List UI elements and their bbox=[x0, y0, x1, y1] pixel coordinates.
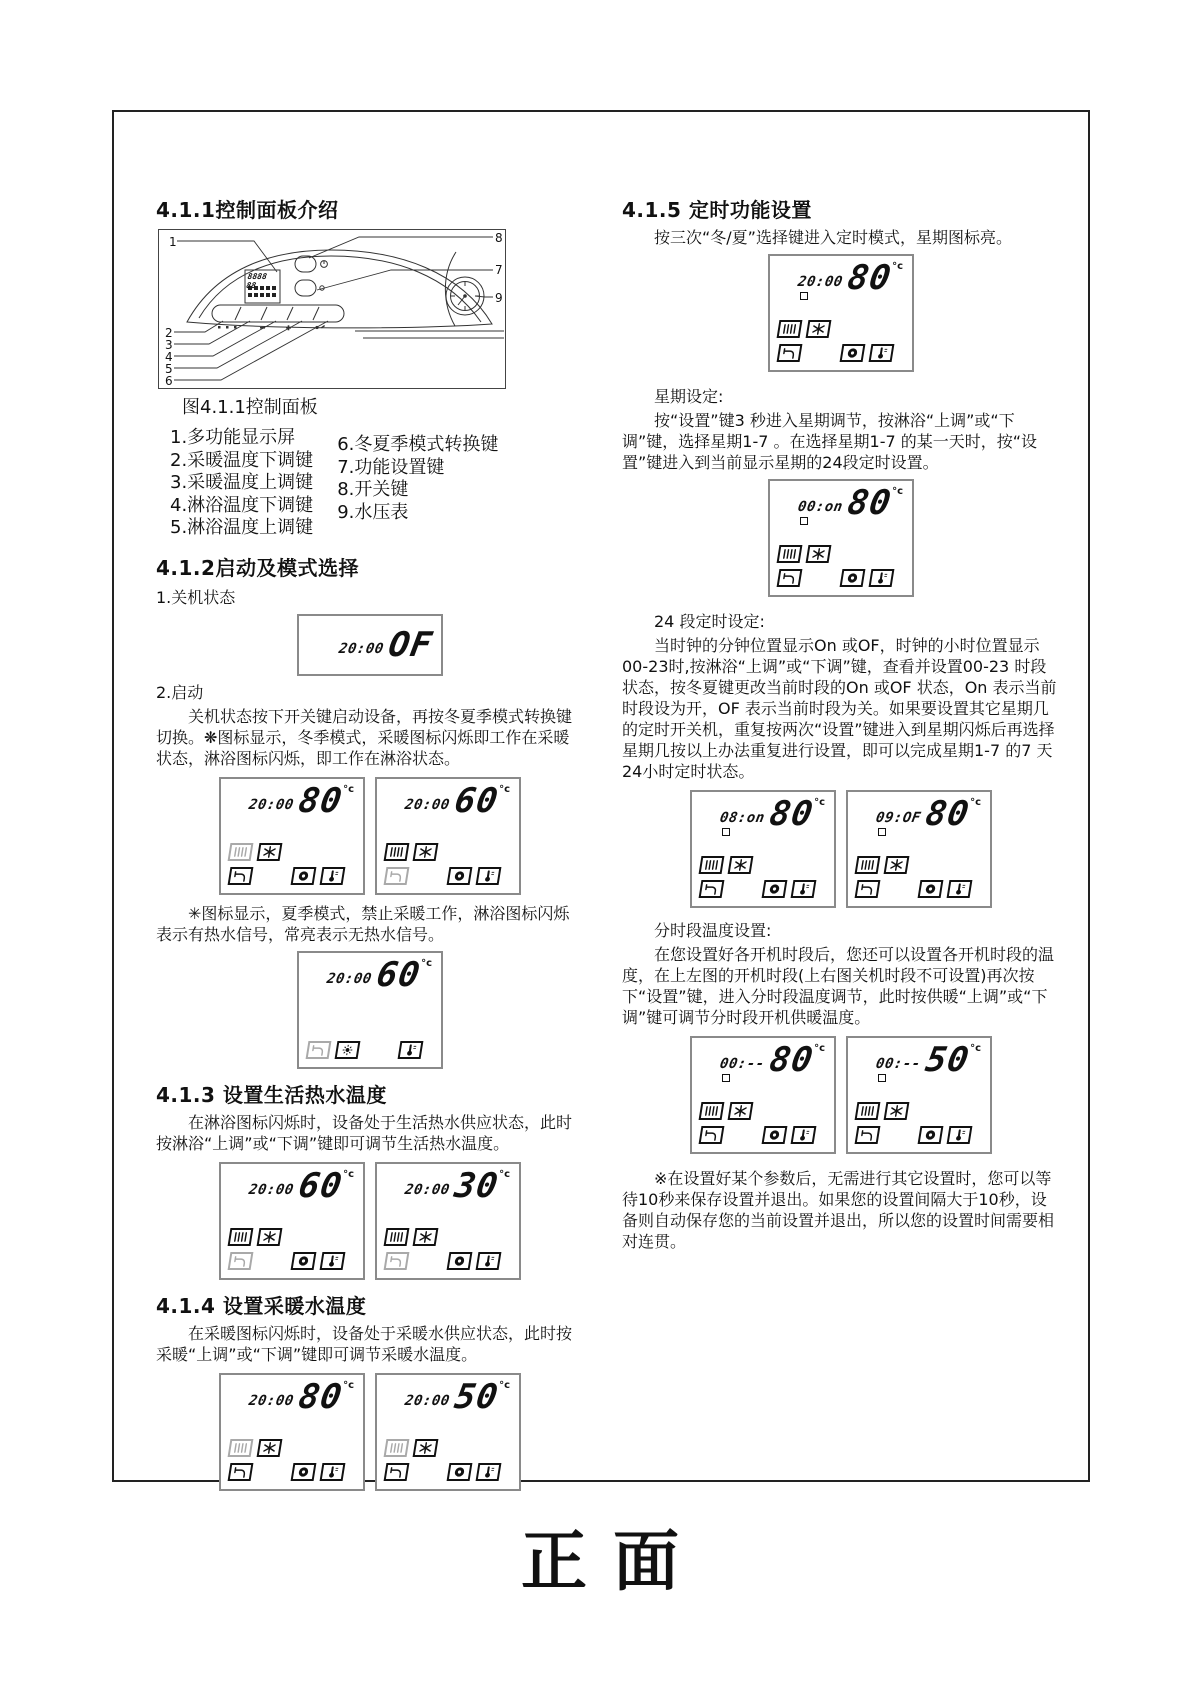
paragraph-dhw: 在淋浴图标闪烁时，设备处于生活热水供应状态，此时按淋浴“上调”或“下调”键即可调节生活热水温度。 bbox=[156, 1112, 573, 1153]
control-panel-diagram bbox=[159, 230, 505, 388]
lcd-unit: °c bbox=[343, 1168, 354, 1180]
tap-icon bbox=[228, 867, 254, 885]
legend-item: 2.采暖温度下调键 bbox=[170, 449, 314, 471]
snowflake-icon bbox=[257, 1439, 283, 1457]
power-button bbox=[295, 256, 327, 272]
snowflake-icon bbox=[884, 1102, 910, 1120]
left-column bbox=[156, 184, 584, 1499]
callout-7: 7 bbox=[495, 263, 503, 277]
function-button bbox=[295, 280, 324, 296]
snowflake-icon bbox=[806, 545, 832, 563]
radiator-icon bbox=[384, 843, 410, 861]
lcd-display bbox=[219, 1373, 365, 1491]
week-indicator-icon bbox=[722, 1074, 730, 1082]
tap-icon bbox=[777, 344, 803, 362]
legend-item: 3.采暖温度上调键 bbox=[170, 472, 314, 493]
panel-inner-curve bbox=[199, 256, 481, 322]
paragraph-period-temp: 在您设置好各开机时段后，您还可以设置各开机时段的温度，在上左图的开机时段(上右图关机时段不可设置)再次按下“设置”键，进入分时段温度调节，此时按供暖“上调”或“下调”键可调节分时段开机供暖温度。 bbox=[622, 945, 1055, 1027]
lcd-display bbox=[768, 479, 914, 597]
panel-legend bbox=[170, 425, 584, 542]
lcd-temperature: 50 bbox=[451, 1376, 502, 1417]
subtitle-24seg: 24 段定时设定: bbox=[654, 612, 765, 631]
tap-icon bbox=[228, 1252, 254, 1270]
burner-icon bbox=[447, 1252, 473, 1270]
lcd-unit: °c bbox=[814, 797, 825, 808]
content-frame bbox=[112, 110, 1090, 1482]
tap-icon bbox=[699, 1126, 725, 1144]
lcd-display bbox=[375, 1373, 521, 1491]
lcd-time: 20:00 bbox=[404, 796, 452, 813]
panel-outline bbox=[187, 250, 492, 328]
radiator-icon bbox=[228, 843, 254, 861]
lcd-display bbox=[690, 1036, 836, 1154]
lcd-display bbox=[375, 1162, 521, 1280]
radiator-icon bbox=[699, 1102, 725, 1120]
control-panel-figure bbox=[158, 229, 506, 389]
tap-icon bbox=[699, 880, 725, 898]
legend-item: 8.开关键 bbox=[337, 479, 409, 500]
lcd-display bbox=[768, 254, 914, 372]
lcd-temperature: 80 bbox=[844, 258, 895, 298]
callout-5: 5 bbox=[165, 362, 173, 376]
lcd-unit: °c bbox=[970, 797, 981, 808]
section-title-414: 4.1.4 设置采暖水温度 bbox=[156, 1293, 367, 1318]
lcd-display bbox=[375, 777, 521, 895]
list-item-off-state: 1.关机状态 bbox=[156, 587, 236, 607]
radiator-icon bbox=[699, 856, 725, 874]
radiator-icon bbox=[384, 1439, 410, 1457]
lcd-unit: °c bbox=[499, 783, 510, 795]
thermometer-icon bbox=[791, 880, 817, 898]
week-indicator-icon bbox=[800, 292, 808, 300]
burner-icon bbox=[762, 880, 788, 898]
tap-icon bbox=[306, 1041, 332, 1059]
burner-icon bbox=[291, 1463, 317, 1481]
section-title-415: 4.1.5 定时功能设置 bbox=[622, 198, 812, 222]
legend-item: 6.冬夏季模式转换键 bbox=[337, 434, 499, 455]
subtitle-week-setting: 星期设定: bbox=[654, 387, 724, 406]
legend-item: 7.功能设置键 bbox=[337, 456, 445, 478]
lcd-temperature: 60 bbox=[373, 954, 424, 995]
thermometer-icon bbox=[320, 1252, 346, 1270]
sun-icon bbox=[335, 1041, 361, 1059]
list-item-startup: 2.启动 bbox=[156, 682, 204, 702]
paragraph-week-setting: 按“设置”键3 秒进入星期调节，按淋浴“上调”或“下调”键，选择星期1-7 。在选择星期1-7 的某一天时，按“设置”键进入到当前显示星期的24段定时设置。 bbox=[622, 411, 1038, 472]
radiator-icon bbox=[384, 1228, 410, 1246]
lcd-display bbox=[846, 1036, 992, 1154]
pressure-gauge bbox=[445, 252, 484, 326]
callout-6: 6 bbox=[165, 374, 173, 388]
lcd-unit: °c bbox=[814, 1043, 825, 1054]
lcd-temperature: 60 bbox=[451, 780, 502, 821]
lcd-time: 08:on bbox=[719, 810, 767, 826]
lcd-time: 20:00 bbox=[797, 274, 845, 290]
lcd-display bbox=[297, 614, 443, 676]
tap-icon bbox=[855, 880, 881, 898]
tap-icon bbox=[228, 1463, 254, 1481]
lcd-unit: °c bbox=[892, 261, 903, 272]
lcd-unit: °c bbox=[499, 1379, 510, 1391]
lcd-time: 00:on bbox=[797, 499, 845, 515]
snowflake-icon bbox=[413, 1439, 439, 1457]
snowflake-icon bbox=[806, 320, 832, 338]
burner-icon bbox=[447, 867, 473, 885]
legend-list-left bbox=[170, 427, 313, 540]
paragraph-startup: 关机状态按下开关键启动设备，再按冬夏季模式转换键切换。❋图标显示，冬季模式，采暖图标闪烁即工作在采暖状态，淋浴图标闪烁，即工作在淋浴状态。 bbox=[156, 706, 573, 768]
lcd-temperature: 60 bbox=[295, 1165, 346, 1206]
tap-icon bbox=[777, 569, 803, 587]
burner-icon bbox=[840, 569, 866, 587]
thermometer-icon bbox=[947, 880, 973, 898]
week-indicator-icon bbox=[878, 1074, 886, 1082]
thermometer-icon bbox=[398, 1041, 424, 1059]
paragraph-timer-intro: 按三次“冬/夏”选择键进入定时模式，星期图标亮。 bbox=[654, 228, 1012, 247]
lcd-time: 20:00 bbox=[248, 1392, 296, 1409]
section-title-413: 4.1.3 设置生活热水温度 bbox=[156, 1082, 387, 1107]
radiator-icon bbox=[855, 1102, 881, 1120]
callout-8: 8 bbox=[495, 231, 503, 245]
lcd-unit: °c bbox=[970, 1043, 981, 1054]
radiator-icon bbox=[228, 1439, 254, 1457]
lcd-temperature: 80 bbox=[295, 1376, 346, 1417]
lcd-display bbox=[219, 777, 365, 895]
tap-icon bbox=[384, 867, 410, 885]
paragraph-24seg: 当时钟的分钟位置显示On 或OF，时钟的小时位置显示00-23时,按淋浴“上调”或“下调”键，查看并设置00-23 时段状态，按冬夏键更改当前时段的On 或OF 状态，On 表示当前时段设为开，OF 表示当前时段为关。如果要设置其它星期几的定时开关机，重复按两次“设置”键进入到星期闪烁后再选择星期几按以上办法重复进行设置，即可以完成星期1-7 的7 天24小时定时状态。 bbox=[622, 636, 1057, 781]
thermometer-icon bbox=[947, 1126, 973, 1144]
lcd-time: 00:-- bbox=[875, 1056, 923, 1072]
callout-9: 9 bbox=[495, 291, 503, 305]
legend-list-right bbox=[337, 434, 498, 540]
lcd-time: 20:00 bbox=[337, 641, 386, 658]
lcd-time: 20:00 bbox=[404, 1181, 452, 1198]
figure-caption: 图4.1.1控制面板 bbox=[182, 397, 318, 418]
callout-2: 2 bbox=[165, 326, 173, 340]
paragraph-heating: 在采暖图标闪烁时，设备处于采暖水供应状态，此时按采暖“上调”或“下调”键即可调节采暖水温度。 bbox=[156, 1323, 573, 1364]
lcd-temperature: OF bbox=[385, 625, 436, 666]
section-title-411: 4.1.1控制面板介绍 bbox=[156, 198, 339, 222]
front-side-label: 正面 bbox=[521, 1523, 705, 1600]
lcd-unit: °c bbox=[499, 1168, 510, 1180]
snowflake-icon bbox=[413, 1228, 439, 1246]
snowflake-icon bbox=[728, 1102, 754, 1120]
lcd-unit: °c bbox=[892, 486, 903, 497]
radiator-icon bbox=[228, 1228, 254, 1246]
legend-item: 5.淋浴温度上调键 bbox=[170, 517, 314, 538]
lcd-time: 20:00 bbox=[248, 1181, 296, 1198]
lcd-time: 09:OF bbox=[875, 810, 923, 826]
lcd-display bbox=[846, 790, 992, 908]
lcd-temperature: 80 bbox=[844, 483, 895, 523]
lcd-temperature: 30 bbox=[451, 1165, 502, 1206]
lcd-time: 00:-- bbox=[719, 1056, 767, 1072]
legend-item: 9.水压表 bbox=[337, 501, 409, 523]
lcd-temperature: 50 bbox=[922, 1040, 973, 1080]
radiator-icon bbox=[777, 320, 803, 338]
lcd-temperature: 80 bbox=[922, 794, 973, 834]
tap-icon bbox=[855, 1126, 881, 1144]
lcd-time: 20:00 bbox=[326, 970, 374, 987]
burner-icon bbox=[918, 1126, 944, 1144]
burner-icon bbox=[291, 867, 317, 885]
lcd-unit: °c bbox=[343, 1379, 354, 1391]
week-indicator-icon bbox=[878, 828, 886, 836]
lcd-temperature: 80 bbox=[295, 780, 346, 821]
lcd-time: 20:00 bbox=[248, 796, 296, 813]
thermometer-icon bbox=[476, 1252, 502, 1270]
thermometer-icon bbox=[476, 1463, 502, 1481]
radiator-icon bbox=[777, 545, 803, 563]
callout-3: 3 bbox=[165, 338, 173, 352]
thermometer-icon bbox=[476, 867, 502, 885]
tap-icon bbox=[384, 1252, 410, 1270]
burner-icon bbox=[762, 1126, 788, 1144]
paragraph-summer: ✳图标显示，夏季模式，禁止采暖工作，淋浴图标闪烁表示有热水信号，常亮表示无热水信号。 bbox=[156, 903, 570, 944]
snowflake-icon bbox=[413, 843, 439, 861]
subtitle-period-temp: 分时段温度设置: bbox=[654, 921, 772, 940]
lcd-display bbox=[297, 951, 443, 1069]
lcd-display bbox=[690, 790, 836, 908]
legend-item: 4.淋浴温度下调键 bbox=[170, 494, 314, 516]
thermometer-icon bbox=[320, 867, 346, 885]
snowflake-icon bbox=[257, 1228, 283, 1246]
callout-4: 4 bbox=[165, 350, 173, 364]
thermometer-icon bbox=[869, 344, 895, 362]
snowflake-icon bbox=[884, 856, 910, 874]
lcd-temperature: 80 bbox=[766, 1040, 817, 1080]
thermometer-icon bbox=[320, 1463, 346, 1481]
lcd-time: 20:00 bbox=[404, 1392, 452, 1409]
lcd-unit: °c bbox=[421, 957, 432, 969]
paragraph-note: ※在设置好某个参数后，无需进行其它设置时，您可以等待10秒来保存设置并退出。如果您的设置间隔大于10秒，设备则自动保存您的当前设置并退出，所以您的设置时间需要相对连贯。 bbox=[622, 1169, 1055, 1251]
lcd-unit: °c bbox=[343, 783, 354, 795]
thermometer-icon bbox=[791, 1126, 817, 1144]
section-title-412: 4.1.2启动及模式选择 bbox=[156, 555, 359, 580]
lcd-display bbox=[219, 1162, 365, 1280]
week-indicator-icon bbox=[722, 828, 730, 836]
right-column bbox=[622, 184, 1060, 1499]
tap-icon bbox=[384, 1463, 410, 1481]
callout-1: 1 bbox=[169, 235, 177, 249]
snowflake-icon bbox=[257, 843, 283, 861]
thermometer-icon bbox=[869, 569, 895, 587]
burner-icon bbox=[447, 1463, 473, 1481]
legend-item: 1.多功能显示屏 bbox=[170, 427, 296, 448]
burner-icon bbox=[840, 344, 866, 362]
radiator-icon bbox=[855, 856, 881, 874]
week-indicator-icon bbox=[800, 517, 808, 525]
lcd-temperature: 80 bbox=[766, 794, 817, 834]
snowflake-icon bbox=[728, 856, 754, 874]
burner-icon bbox=[918, 880, 944, 898]
panel-lcd-digits: 8888 88 bbox=[245, 272, 268, 290]
burner-icon bbox=[291, 1252, 317, 1270]
